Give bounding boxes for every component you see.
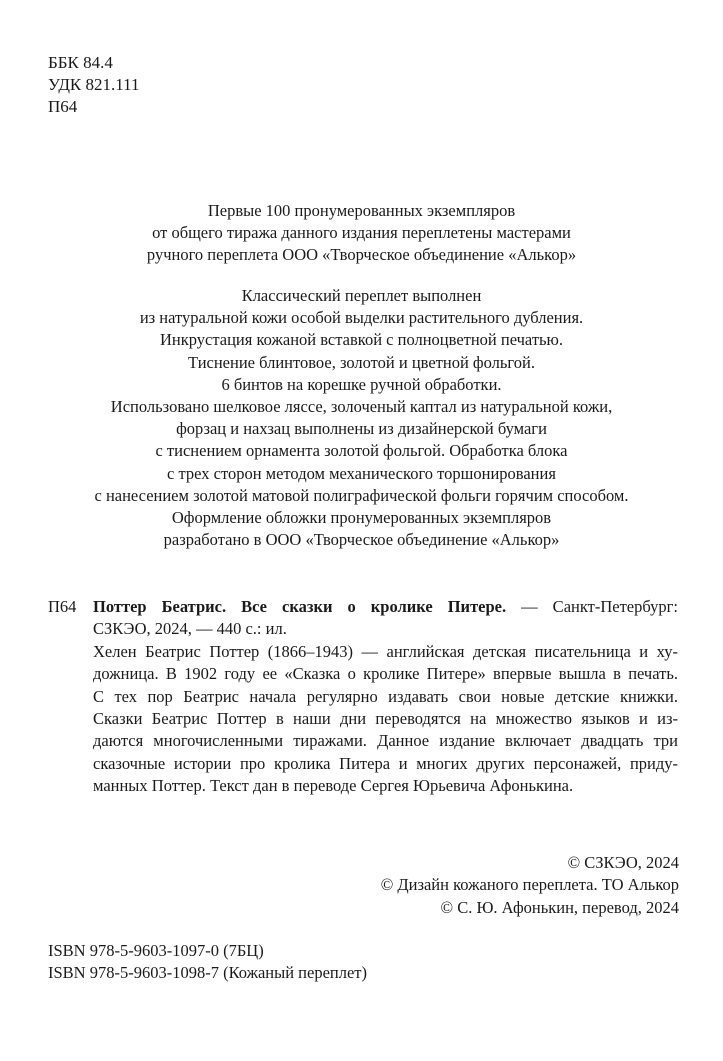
annotation-line [48, 708, 678, 730]
copyright-line: © Дизайн кожаного переплета. ТО Алькор [380, 875, 679, 895]
annotation-line [48, 663, 678, 685]
binding-line: с трех сторон методом механического торшонирования [167, 463, 556, 483]
numbered-copies-line: от общего тиража данного издания переплетены мастерами [152, 223, 571, 243]
binding-line: из натуральной кожи особой выделки растительного дубления. [139, 308, 584, 328]
udk-code: УДК 821.111 [48, 75, 140, 94]
annotation-line [48, 686, 678, 708]
binding-line: Инкрустация кожаной вставкой с полноцветной печатью. [159, 330, 564, 350]
numbered-copies-note [40, 200, 683, 267]
binding-line: разработано в ООО «Творческое объединение «Алькор» [163, 530, 560, 550]
binding-line: форзац и нахзац выполнены из дизайнерской бумаги [176, 419, 547, 439]
catalog-publication-line [48, 618, 678, 640]
copyright-line: © С. Ю. Афонькин, перевод, 2024 [440, 897, 679, 917]
catalog-title [93, 596, 678, 618]
catalog-title-bold: Поттер Беатрис. Все сказки о кролике Питере. [93, 597, 507, 616]
numbered-copies-line: ручного переплета ООО «Творческое объединение «Алькор» [146, 245, 577, 265]
classification-codes [48, 52, 140, 118]
binding-line: 6 бинтов на корешке ручной обработки. [221, 374, 502, 394]
binding-line: с нанесением золотой матовой полиграфической фольги горячим способом. [94, 485, 629, 505]
author-mark: П64 [48, 97, 78, 116]
catalog-title-rest: — Санкт-Петербург: [506, 597, 678, 616]
copyright-notices [381, 852, 679, 919]
binding-line: Использовано шелковое ляссе, золоченый каптал из натуральной кожи, [110, 397, 613, 417]
annotation-text: Сказки Беатрис Поттер в наши дни переводятся на множество языков и из- [93, 709, 678, 729]
isbn-block [48, 940, 367, 985]
bbk-code: ББК 84.4 [48, 53, 113, 72]
binding-line: Классический переплет выполнен [241, 286, 482, 305]
annotation-text: манных Поттер. Текст дан в переводе Сергея Юрьевича Афонькина. [93, 776, 574, 796]
annotation-text: сказочные истории про кролика Питера и многих других персонажей, приду- [93, 753, 678, 773]
numbered-copies-line: Первые 100 пронумерованных экземпляров [207, 201, 516, 220]
catalog-title-line [48, 596, 678, 618]
catalog-publication: СЗКЭО, 2024, — 440 с.: ил. [93, 619, 287, 639]
annotation-line [48, 775, 678, 797]
catalog-entry [48, 596, 678, 798]
binding-description [40, 285, 683, 551]
isbn-line: ISBN 978-5-9603-1098-7 (Кожаный переплет) [48, 963, 368, 983]
binding-line: Оформление обложки пронумерованных экземпляров [171, 508, 552, 528]
catalog-index: П64 [48, 597, 77, 616]
isbn-line: ISBN 978-5-9603-1097-0 (7БЦ) [48, 941, 264, 960]
annotation-text: дожница. В 1902 году ее «Сказка о кролике Питере» впервые вышла в печать. [93, 664, 678, 684]
binding-line: с тиснением орнамента золотой фольгой. Обработка блока [155, 441, 568, 461]
annotation-text: С тех пор Беатрис начала регулярно издавать свои новые детские книжки. [93, 686, 678, 706]
binding-line: Тиснение блинтовое, золотой и цветной фольгой. [188, 352, 535, 372]
annotation-text: даются многочисленными тиражами. Данное издание включает двадцать три [93, 731, 678, 751]
annotation-line [48, 641, 678, 663]
annotation-line [48, 730, 678, 752]
annotation-text: Хелен Беатрис Поттер (1866–1943) — английская детская писательница и ху- [93, 641, 678, 661]
copyright-line: © СЗКЭО, 2024 [567, 853, 679, 872]
annotation-line [48, 753, 678, 775]
